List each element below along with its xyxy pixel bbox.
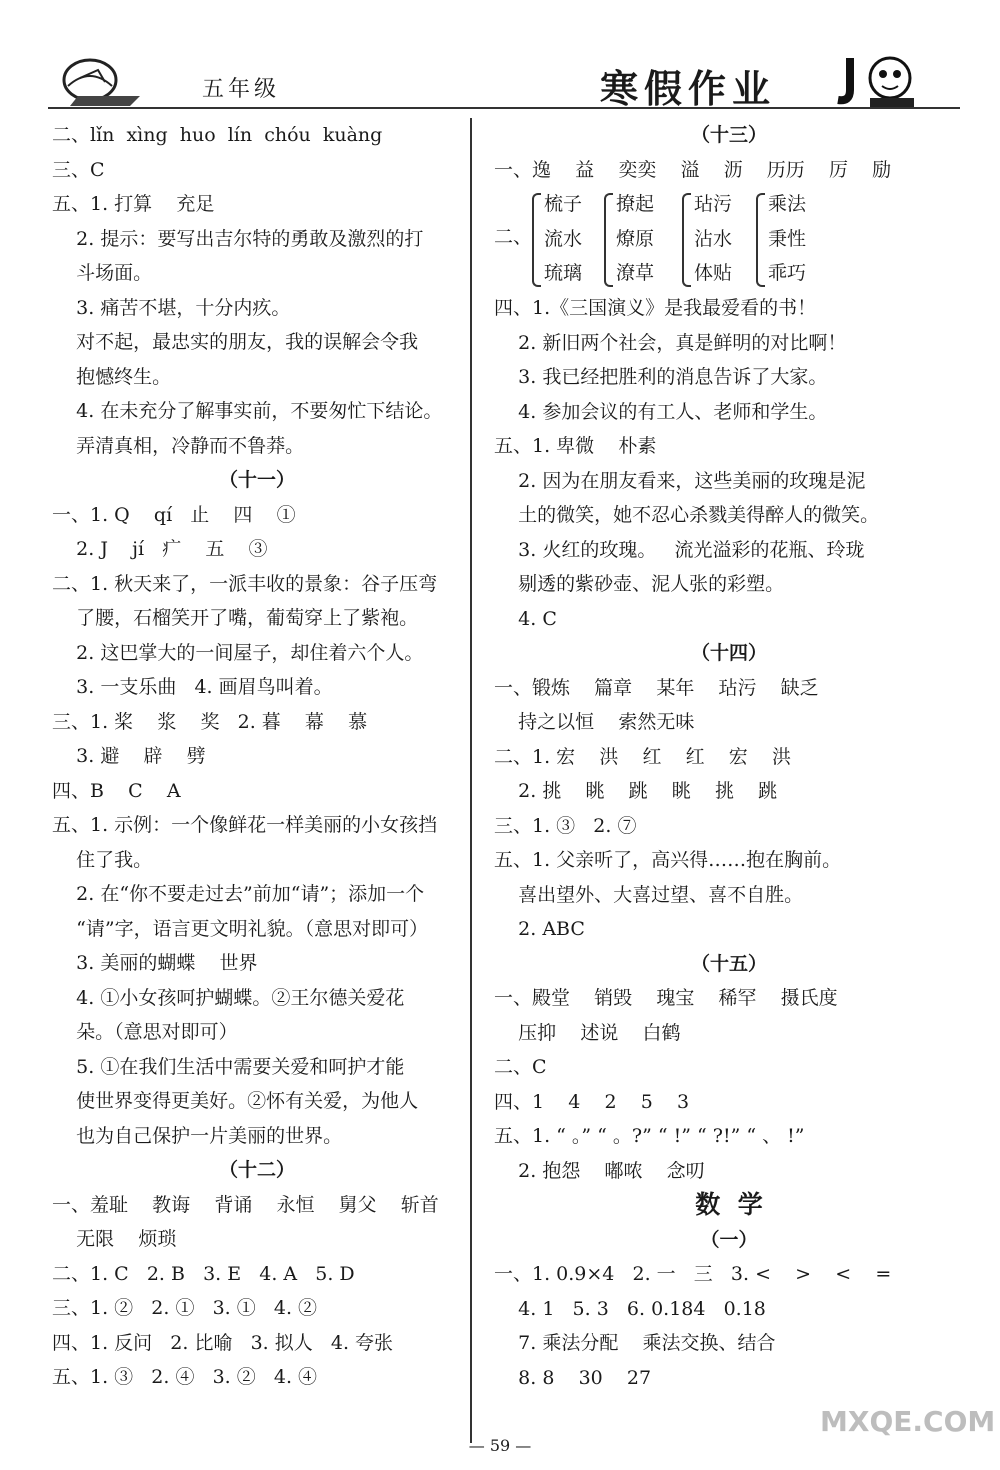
subject-title: 数 学 <box>695 1190 763 1219</box>
answer-line: 弄清真相，冷静而不鲁莽。 <box>52 434 305 457</box>
answer-line: 4. 参加会议的有工人、老师和学生。 <box>494 400 828 423</box>
answer-line: 四、1.《三国演义》是我最爱看的书！ <box>494 297 817 319</box>
answer-line: 土的微笑，她不忍心杀戮美得醉人的微笑。 <box>494 504 880 526</box>
answer-line: 3. 一支乐曲 4. 画眉鸟叫着。 <box>52 676 333 698</box>
brace-prefix: 二、 <box>494 226 533 248</box>
answer-line: 4. ①小女孩呵护蝴蝶。②王尔德关爱花 <box>52 986 405 1009</box>
answer-line: 三、1. 桨 浆 奖 2. 暮 幕 慕 <box>52 710 368 733</box>
answer-line: 二、C <box>494 1056 547 1078</box>
answer-line: 四、1 4 2 5 3 <box>494 1090 690 1113</box>
answer-line: 2. 在“你不要走过去”前加“请”；添加一个 <box>52 883 425 905</box>
brace-item: 体贴 <box>694 262 733 284</box>
answer-line: 也为自己保护一片美丽的世界。 <box>52 1124 343 1147</box>
answer-line: 剔透的紫砂壶、泥人张的彩塑。 <box>494 573 785 595</box>
page-number: — 59 — <box>468 1436 532 1455</box>
brace-item: 秉性 <box>768 227 807 250</box>
answer-line: 2. 提示：要写出吉尔特的勇敢及激烈的打 <box>52 227 424 250</box>
brace-item: 梳子 <box>544 193 583 215</box>
answer-line: 2. 新旧两个社会，真是鲜明的对比啊！ <box>494 331 847 354</box>
brace-group <box>682 187 732 291</box>
answer-line: 二、lǐn xìng huo lín chóu kuàng <box>52 124 383 146</box>
section-heading: （一） <box>700 1228 758 1251</box>
book-logo-icon <box>50 56 145 108</box>
answer-line: 2. ABC <box>494 918 585 940</box>
answer-line: 一、逸 益 奕奕 溢 沥 历历 厉 励 <box>494 158 892 181</box>
brace-item: 乘法 <box>768 193 807 215</box>
brace-item: 燎原 <box>616 227 655 250</box>
column-divider <box>470 118 472 1443</box>
answer-line: 2. 这巴掌大的一间屋子，却住着六个人。 <box>52 641 424 664</box>
answer-line: 对不起，最忠实的朋友，我的误解会令我 <box>52 331 419 353</box>
right-column <box>494 118 964 1395</box>
answer-line: 4. 在未充分了解事实前，不要匆忙下结论。 <box>52 400 443 422</box>
brand-title: 寒假作业 <box>600 66 777 111</box>
answer-line: 一、1. Q qí 止 四 ① <box>52 503 296 526</box>
answer-line: 一、1. 0.9×4 2. 一 三 3. < > < = <box>494 1263 892 1285</box>
answer-line: 5. ①在我们生活中需要关爱和呵护才能 <box>52 1055 405 1078</box>
answer-line: 8. 8 30 27 <box>494 1366 652 1389</box>
answer-line: 7. 乘法分配 乘法交换、结合 <box>494 1332 776 1354</box>
answer-line: 一、羞耻 教诲 背诵 永恒 舅父 斩首 <box>52 1193 439 1216</box>
answer-line: 3. 痛苦不堪，十分内疚。 <box>52 296 291 319</box>
answer-line: 住了我。 <box>52 848 153 871</box>
answer-line: “请”字，语言更文明礼貌。（意思对即可） <box>52 917 429 940</box>
answer-line: 三、1. ③ 2. ⑦ <box>494 814 637 837</box>
page-header <box>40 50 960 110</box>
answer-line: 抱憾终生。 <box>52 365 172 388</box>
brace-group <box>604 187 654 291</box>
answer-line: 无限 烦琐 <box>52 1228 177 1250</box>
answer-line: 了腰，石榴笑开了嘴，葡萄穿上了紫袍。 <box>52 607 419 629</box>
answer-line: 五、1. “ 。” “ 。?” “ !” “ ?!” “ 、 !” <box>494 1125 805 1147</box>
brace-item: 乖巧 <box>768 262 807 284</box>
watermark: MXQE.COM <box>820 1405 996 1438</box>
brace-group <box>532 187 582 291</box>
answer-line: 二、1. 秋天来了，一派丰收的景象：谷子压弯 <box>52 572 438 595</box>
brace-item: 撩起 <box>616 193 655 215</box>
answer-line: 五、1. 示例：一个像鲜花一样美丽的小女孩挡 <box>52 814 438 836</box>
brace-item: 玷污 <box>694 193 733 215</box>
brace-answer-block <box>494 187 964 291</box>
answer-line: 五、1. 父亲听了，高兴得……抱在胸前。 <box>494 849 842 871</box>
answer-line: 斗场面。 <box>52 262 153 284</box>
answer-line: 压抑 述说 白鹤 <box>494 1021 681 1044</box>
answer-line: 三、1. ② 2. ① 3. ① 4. ② <box>52 1297 318 1319</box>
answer-line: 2. 抱怨 嘟哝 念叨 <box>494 1159 705 1182</box>
answer-line: 五、1. 打算 充足 <box>52 193 215 215</box>
section-heading: （十五） <box>690 952 767 975</box>
brace-item: 潦草 <box>616 262 655 284</box>
section-heading: （十二） <box>218 1159 295 1181</box>
answer-line: 2. 因为在朋友看来，这些美丽的玫瑰是泥 <box>494 469 866 492</box>
answer-line: 一、锻炼 篇章 某年 玷污 缺乏 <box>494 676 819 699</box>
header-rule <box>48 107 960 109</box>
brace-item: 沾水 <box>694 227 733 250</box>
answer-line: 三、C <box>52 158 105 181</box>
answer-line: 四、B C A <box>52 779 181 802</box>
answer-line: 一、殿堂 销毁 瑰宝 稀罕 摄氏度 <box>494 987 838 1009</box>
answer-line: 朵。（意思对即可） <box>52 1021 238 1043</box>
answer-line: 3. 火红的玫瑰。 流光溢彩的花瓶、玲珑 <box>494 538 865 561</box>
answer-line: 3. 我已经把胜利的消息告诉了大家。 <box>494 366 828 388</box>
left-column <box>52 118 462 1395</box>
answer-line: 使世界变得更美好。②怀有关爱，为他人 <box>52 1090 419 1112</box>
answer-line: 持之以恒 索然无味 <box>494 711 695 733</box>
answer-line: 二、1. 宏 洪 红 红 宏 洪 <box>494 745 791 768</box>
answer-line: 五、1. 卑微 朴素 <box>494 435 657 457</box>
section-heading: （十四） <box>690 642 767 664</box>
answer-line: 五、1. ③ 2. ④ 3. ② 4. ④ <box>52 1366 318 1388</box>
brace-group <box>756 187 806 291</box>
answer-line: 喜出望外、大喜过望、喜不自胜。 <box>494 883 804 906</box>
answer-line: 4. 1 5. 3 6. 0.184 0.18 <box>494 1297 766 1320</box>
section-heading: （十三） <box>690 124 767 146</box>
answer-line: 2. 挑 眺 跳 眺 挑 跳 <box>494 780 778 802</box>
answer-line: 3. 美丽的蝴蝶 世界 <box>52 952 258 974</box>
answer-line: 3. 避 辟 劈 <box>52 745 206 767</box>
mascot-icon <box>830 50 930 110</box>
answer-line: 4. C <box>494 607 557 630</box>
grade-label: 五年级 <box>202 77 281 102</box>
answer-line: 二、1. C 2. B 3. E 4. A 5. D <box>52 1262 355 1285</box>
answer-line: 四、1. 反问 2. 比喻 3. 拟人 4. 夸张 <box>52 1331 394 1354</box>
brace-item: 流水 <box>544 227 583 250</box>
answer-line: 2. J jí 疒 五 ③ <box>52 538 268 560</box>
section-heading: （十一） <box>218 469 295 491</box>
brace-item: 琉璃 <box>544 262 583 284</box>
